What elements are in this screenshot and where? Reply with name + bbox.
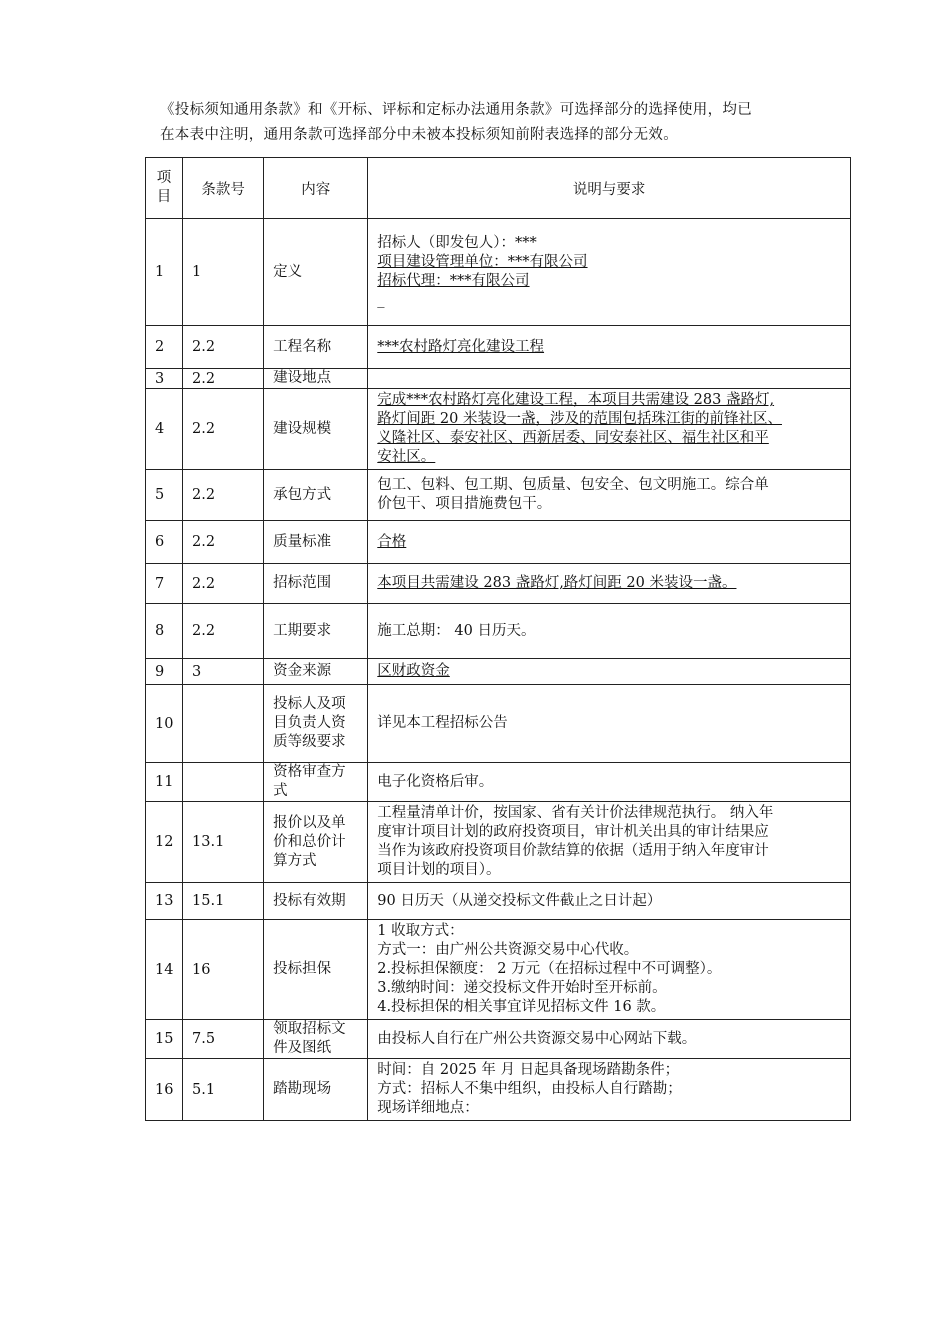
row-desc: 招标人（即发包人）：*** 项目建设管理单位：***有限公司 招标代理：***有限公司 _ bbox=[368, 219, 851, 326]
row-content: 工期要求 bbox=[264, 604, 368, 659]
row-clause: 2.2 bbox=[183, 604, 264, 659]
row-content: 工程名称 bbox=[264, 326, 368, 369]
bid-info-table bbox=[145, 157, 851, 1121]
row-desc bbox=[368, 369, 851, 389]
row-content: 承包方式 bbox=[264, 470, 368, 521]
table-row bbox=[146, 763, 851, 802]
row-content: 资格审查方 式 bbox=[264, 763, 368, 802]
table-row bbox=[146, 802, 851, 883]
row-number: 2 bbox=[146, 326, 183, 369]
row-content: 招标范围 bbox=[264, 564, 368, 604]
row-number: 13 bbox=[146, 883, 183, 920]
row-number: 16 bbox=[146, 1059, 183, 1121]
row-desc: 由投标人自行在广州公共资源交易中心网站下载。 bbox=[368, 1020, 851, 1059]
row-desc: ***农村路灯亮化建设工程 bbox=[368, 326, 851, 369]
row-content: 领取招标文 件及图纸 bbox=[264, 1020, 368, 1059]
table-row bbox=[146, 219, 851, 326]
row-content: 建设规模 bbox=[264, 389, 368, 470]
row-desc: 施工总期： 40 日历天。 bbox=[368, 604, 851, 659]
table-row bbox=[146, 883, 851, 920]
row-clause: 2.2 bbox=[183, 326, 264, 369]
row-desc: 时间：自 2025 年 月 日起具备现场踏勘条件； 方式：招标人不集中组织，由投标人自行踏勘； 现场详细地点： bbox=[368, 1059, 851, 1121]
header-desc: 说明与要求 bbox=[368, 158, 851, 219]
row-number: 7 bbox=[146, 564, 183, 604]
row-number: 15 bbox=[146, 1020, 183, 1059]
row-clause: 13.1 bbox=[183, 802, 264, 883]
row-clause: 15.1 bbox=[183, 883, 264, 920]
row-clause: 16 bbox=[183, 920, 264, 1020]
row-clause: 2.2 bbox=[183, 521, 264, 564]
row-clause bbox=[183, 763, 264, 802]
row-desc: 完成***农村路灯亮化建设工程，本项目共需建设 283 盏路灯, 路灯间距 20 米装设一盏，涉及的范围包括珠江街的前锋社区、 义隆社区、泰安社区、西新居委、同安泰社区、福生社区和平 安社区。 bbox=[368, 389, 851, 470]
row-content: 投标担保 bbox=[264, 920, 368, 1020]
table-row bbox=[146, 369, 851, 389]
header-item: 项 目 bbox=[146, 158, 183, 219]
row-number: 1 bbox=[146, 219, 183, 326]
table-row bbox=[146, 389, 851, 470]
row-clause bbox=[183, 685, 264, 763]
row-clause: 3 bbox=[183, 659, 264, 685]
row-number: 10 bbox=[146, 685, 183, 763]
table-row bbox=[146, 920, 851, 1020]
row-content: 资金来源 bbox=[264, 659, 368, 685]
row-number: 3 bbox=[146, 369, 183, 389]
row-clause: 2.2 bbox=[183, 389, 264, 470]
table-row bbox=[146, 1020, 851, 1059]
row-clause: 5.1 bbox=[183, 1059, 264, 1121]
table-row bbox=[146, 604, 851, 659]
row-content: 质量标准 bbox=[264, 521, 368, 564]
row-content: 投标人及项 目负责人资 质等级要求 bbox=[264, 685, 368, 763]
row-clause: 7.5 bbox=[183, 1020, 264, 1059]
row-number: 6 bbox=[146, 521, 183, 564]
row-desc: 电子化资格后审。 bbox=[368, 763, 851, 802]
row-number: 9 bbox=[146, 659, 183, 685]
row-content: 投标有效期 bbox=[264, 883, 368, 920]
row-desc: 本项目共需建设 283 盏路灯,路灯间距 20 米装设一盏。 bbox=[368, 564, 851, 604]
row-clause: 2.2 bbox=[183, 564, 264, 604]
row-clause: 2.2 bbox=[183, 369, 264, 389]
table-row bbox=[146, 326, 851, 369]
table-row bbox=[146, 685, 851, 763]
row-content: 报价以及单 价和总价计 算方式 bbox=[264, 802, 368, 883]
row-desc: 工程量清单计价，按国家、省有关计价法律规范执行。 纳入年 度审计项目计划的政府投资项目，审计机关出具的审计结果应 当作为该政府投资项目价款结算的依据（适用于纳入年度审计 项目计划的项目）。 bbox=[368, 802, 851, 883]
row-desc: 1 收取方式： 方式一：由广州公共资源交易中心代收。 2.投标担保额度： 2 万元（在招标过程中不可调整）。 3.缴纳时间：递交投标文件开始时至开标前。 4.投标担保的相关事宜详见招标文件 16 款。 bbox=[368, 920, 851, 1020]
row-content: 建设地点 bbox=[264, 369, 368, 389]
intro-paragraph bbox=[160, 98, 840, 148]
row-content: 踏勘现场 bbox=[264, 1059, 368, 1121]
row-desc: 90 日历天（从递交投标文件截止之日计起） bbox=[368, 883, 851, 920]
row-number: 11 bbox=[146, 763, 183, 802]
row-desc: 详见本工程招标公告 bbox=[368, 685, 851, 763]
header-clause: 条款号 bbox=[183, 158, 264, 219]
table-row bbox=[146, 521, 851, 564]
table-row bbox=[146, 564, 851, 604]
row-number: 8 bbox=[146, 604, 183, 659]
row-desc: 区财政资金 bbox=[368, 659, 851, 685]
table-row bbox=[146, 1059, 851, 1121]
row-clause: 2.2 bbox=[183, 470, 264, 521]
table-row bbox=[146, 470, 851, 521]
row-number: 12 bbox=[146, 802, 183, 883]
header-content: 内容 bbox=[264, 158, 368, 219]
intro-line: 《投标须知通用条款》和《开标、评标和定标办法通用条款》可选择部分的选择使用，均已 bbox=[160, 102, 752, 118]
row-content: 定义 bbox=[264, 219, 368, 326]
table-header-row bbox=[146, 158, 851, 219]
table-row bbox=[146, 659, 851, 685]
row-number: 14 bbox=[146, 920, 183, 1020]
row-number: 4 bbox=[146, 389, 183, 470]
row-desc: 合格 bbox=[368, 521, 851, 564]
row-clause: 1 bbox=[183, 219, 264, 326]
intro-line: 在本表中注明，通用条款可选择部分中未被本投标须知前附表选择的部分无效。 bbox=[160, 127, 678, 143]
row-number: 5 bbox=[146, 470, 183, 521]
row-desc: 包工、包料、包工期、包质量、包安全、包文明施工。综合单 价包干、项目措施费包干。 bbox=[368, 470, 851, 521]
